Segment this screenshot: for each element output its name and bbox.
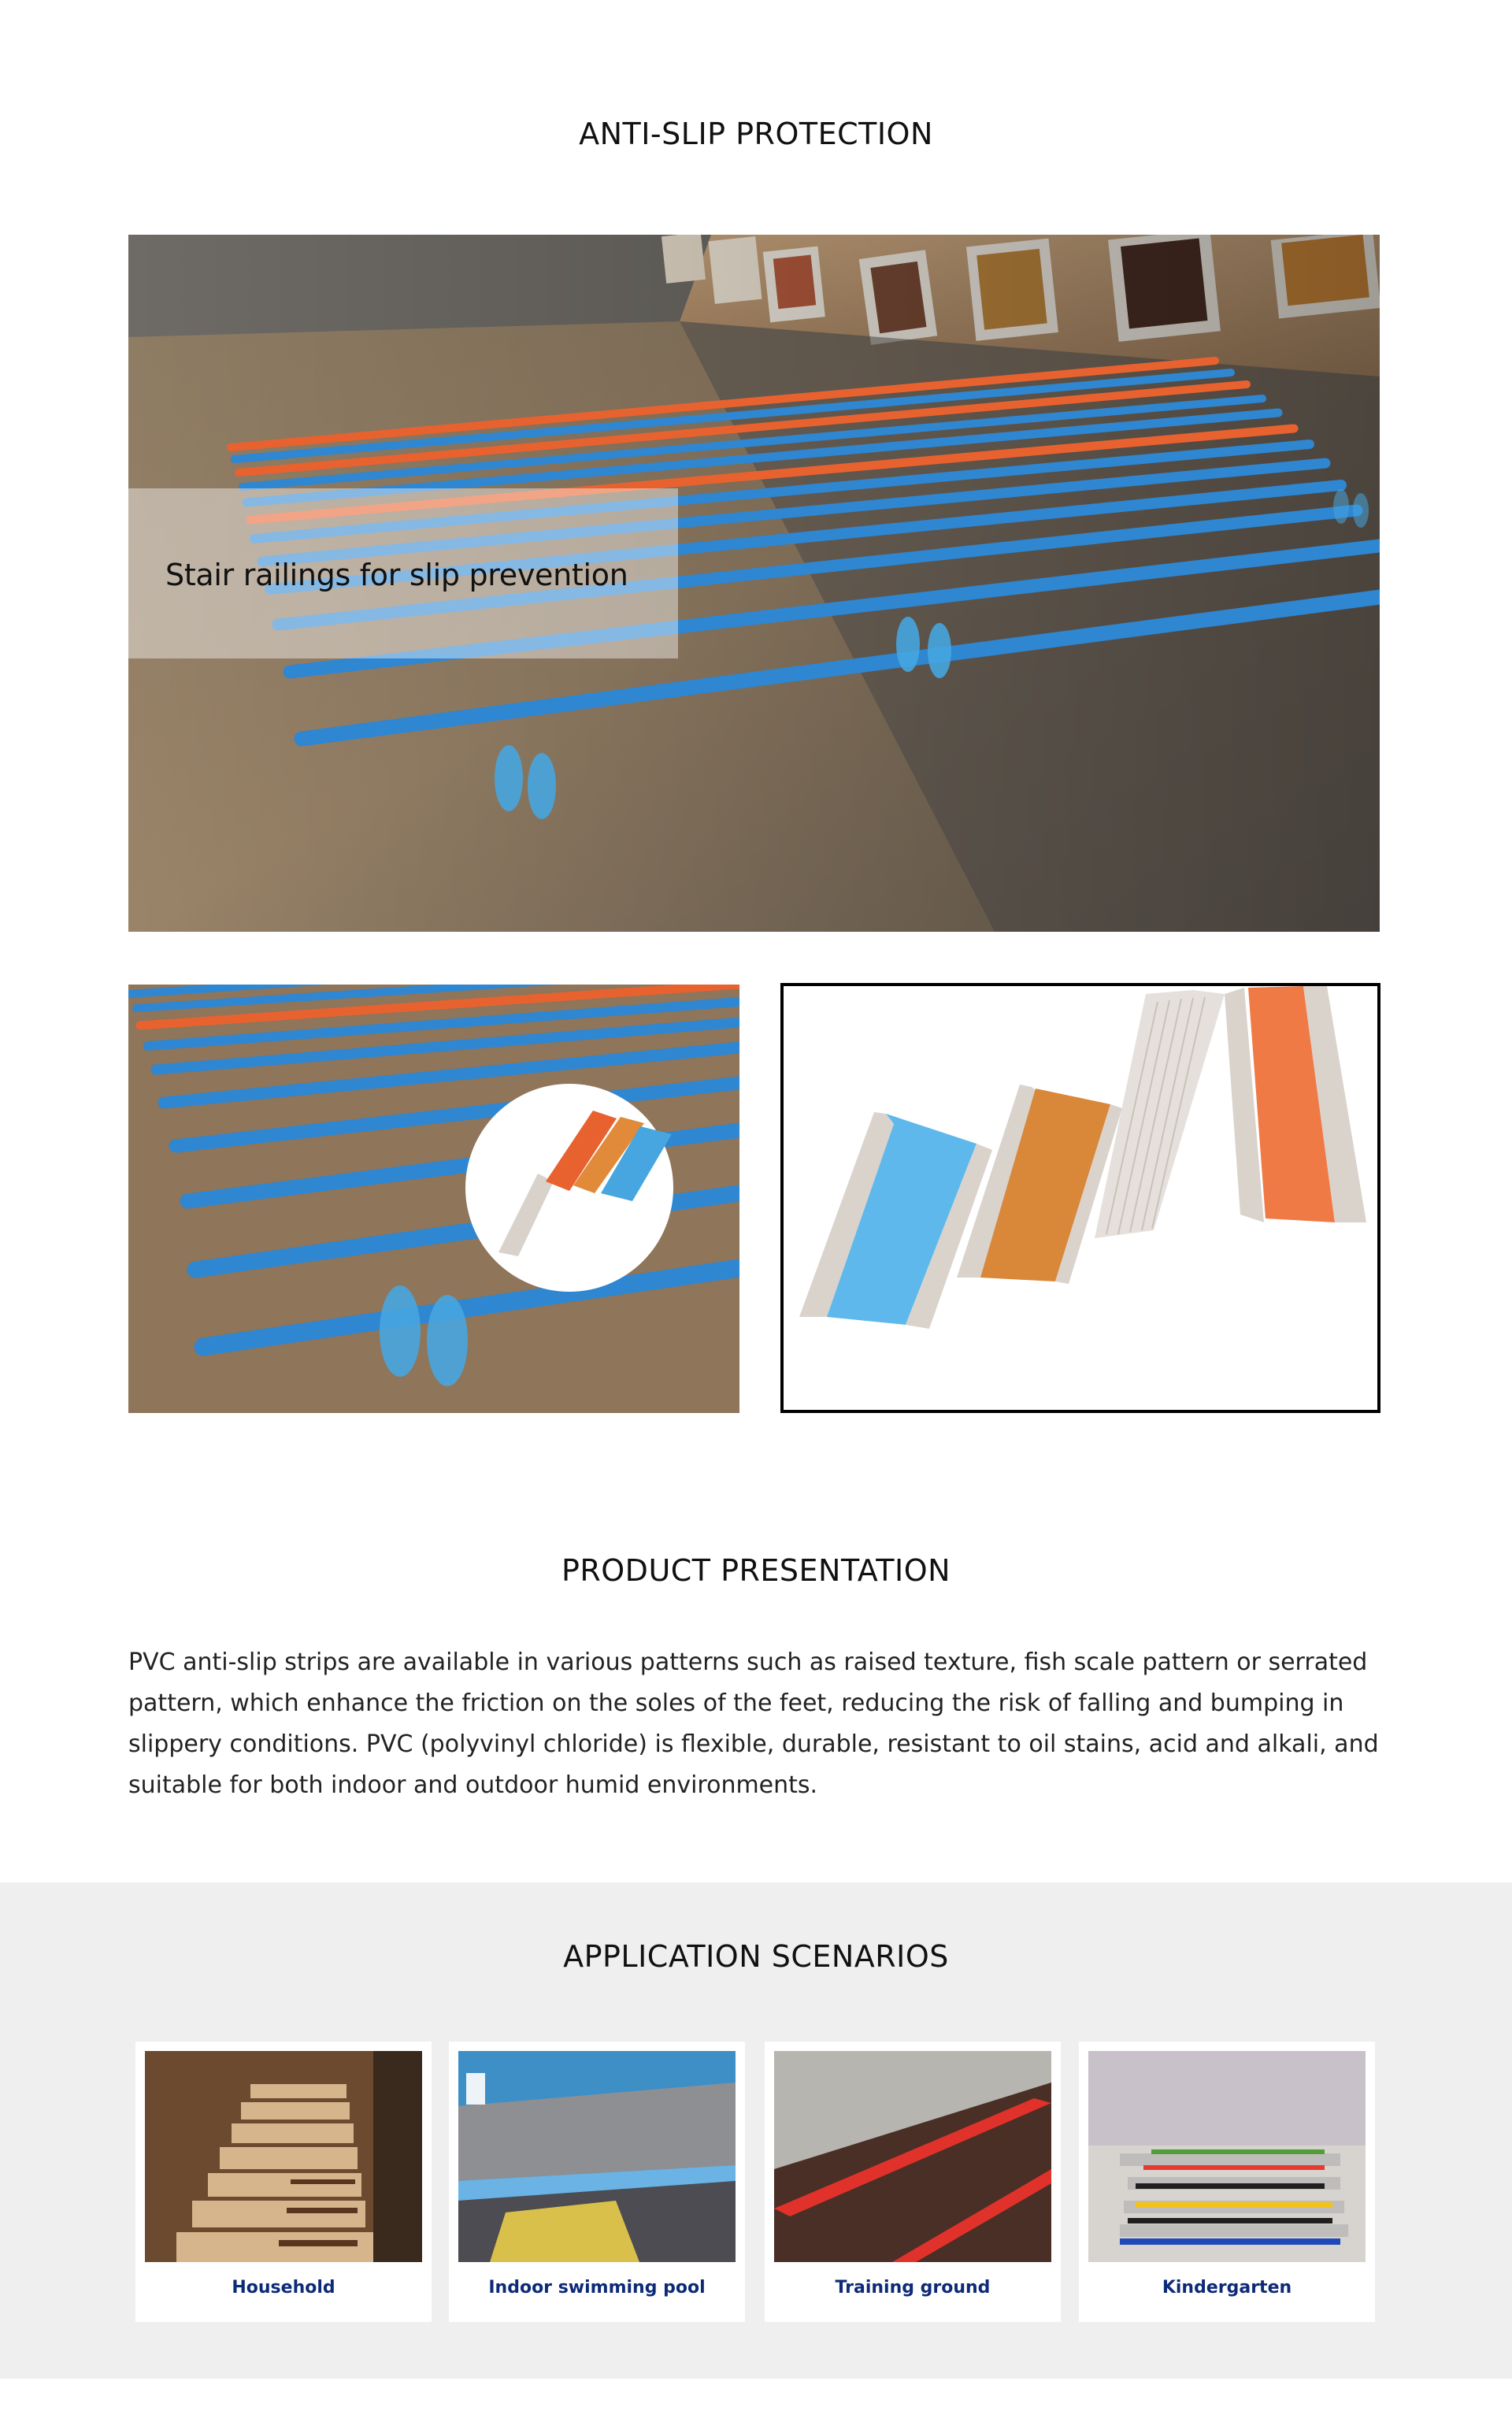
application-card-training-ground[interactable] — [765, 2042, 1061, 2322]
application-card-household[interactable] — [135, 2042, 432, 2322]
household-label: Household — [232, 2278, 335, 2298]
product-title: PRODUCT PRESENTATION — [561, 1553, 951, 1588]
application-card-kindergarten[interactable] — [1079, 2042, 1375, 2322]
application-card-swimming-pool[interactable] — [449, 2042, 745, 2322]
kindergarten-image — [1088, 2051, 1366, 2262]
stairs-detail-photo — [128, 985, 739, 1413]
hero-caption: Stair railings for slip prevention — [165, 558, 628, 592]
application-title: APPLICATION SCENARIOS — [563, 1939, 949, 1974]
product-description: PVC anti-slip strips are available in various patterns such as raised texture, fish scale pattern or serrated pattern, which enhance the friction on the soles of the feet, reducing the risk of falling and bumping in slippery conditions. PVC (polyvinyl chloride) is flexible, durable, resistant to oil stains, acid and alkali, and suitable for both indoor and outdoor humid environments. — [128, 1649, 1379, 1799]
swimming-pool-label: Indoor swimming pool — [488, 2278, 706, 2298]
training-ground-image — [774, 2051, 1051, 2262]
household-image — [145, 2051, 422, 2262]
anti-slip-title: ANTI-SLIP PROTECTION — [579, 117, 933, 151]
training-ground-label: Training ground — [835, 2278, 991, 2298]
product-strips-photo — [780, 983, 1380, 1413]
swimming-pool-image — [458, 2051, 736, 2262]
kindergarten-label: Kindergarten — [1162, 2278, 1292, 2298]
